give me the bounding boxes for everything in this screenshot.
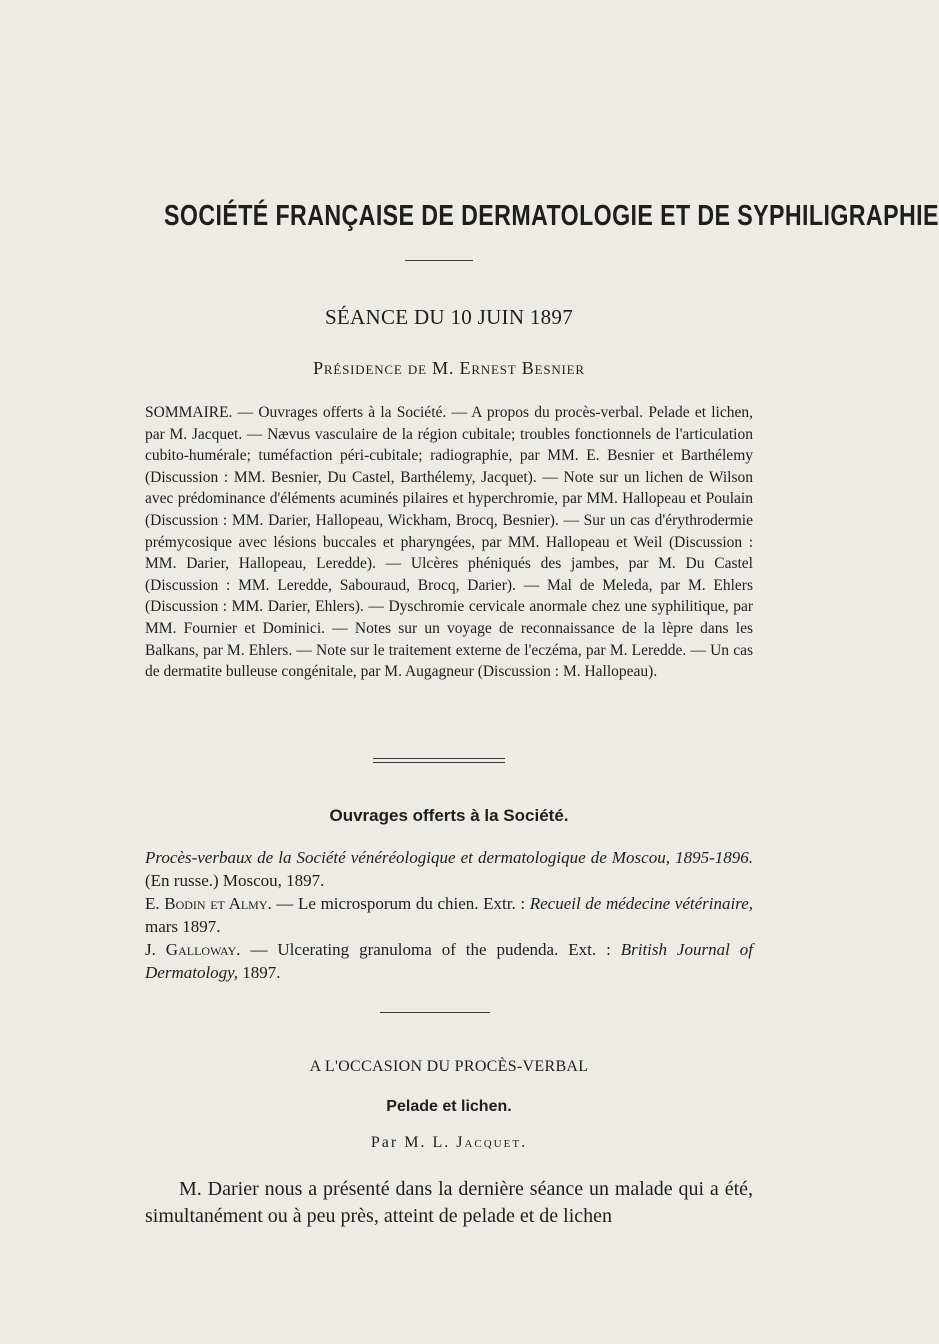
- ouvrage-entry: [145, 892, 753, 938]
- ouvrages-heading: Ouvrages offerts à la Société.: [329, 806, 569, 825]
- journal-title: SOCIÉTÉ FRANÇAISE DE DERMATOLOGIE ET DE SYPHILIGRAPHIE: [164, 200, 939, 232]
- ouvrage-title-plain: — Ulcerating granuloma of the pudenda. Ext. :: [240, 940, 621, 959]
- ouvrage-title: Procès-verbaux de la Société vénéréologique et dermatologique de Moscou, 1895-1896.: [145, 848, 753, 867]
- byline-author: M. L. Jacquet.: [404, 1134, 528, 1151]
- sommaire-paragraph: [145, 402, 753, 683]
- section-divider: [380, 1012, 490, 1013]
- ouvrage-details: (En russe.) Moscou, 1897.: [145, 871, 325, 890]
- ouvrage-details: mars 1897.: [145, 917, 221, 936]
- ouvrage-entry: [145, 938, 753, 984]
- ouvrage-source: British Journal of Dermatology,: [145, 940, 753, 982]
- title-divider: [405, 260, 473, 261]
- article-title: Pelade et lichen.: [386, 1098, 512, 1115]
- article-body: [145, 1176, 753, 1230]
- ouvrage-entry: [145, 846, 753, 892]
- section-divider-top: [373, 758, 505, 759]
- proces-verbal-heading: A L'OCCASION DU PROCÈS-VERBAL: [309, 1058, 589, 1075]
- sommaire-text: — Ouvrages offerts à la Société. — A propos du procès-verbal. Pelade et lichen, par M. Jacquet. — Nævus vasculaire de la région cubitale; troubles fonctionnels de l'articulation cubito-humérale; tuméfaction péri-cubitale; radiographie, par MM. E. Besnier et Barthélemy (Discussion : MM. Besnier, Du Castel, Barthélemy, Jacquet). — Note sur un lichen de Wilson avec prédominance d'éléments acuminés pilaires et hyperchromie, par MM. Hallopeau et Poulain (Discussion : MM. Darier, Hallopeau, Wickham, Brocq, Besnier). — Sur un cas d'érythrodermie prémycosique avec lésions buccales et pharyngées, par MM. Hallopeau et Weil (Discussion : MM. Darier, Hallopeau, Leredde). — Ulcères phéniqués des jambes, par M. Du Castel (Discussion : MM. Leredde, Sabouraud, Brocq, Darier). — Mal de Meleda, par M. Ehlers (Discussion : MM. Darier, Ehlers). — Dyschromie cervicale anormale chez une syphilitique, par MM. Fournier et Dominici. — Notes sur un voyage de reconnaissance de la lèpre dans les Balkans, par M. Ehlers. — Note sur le traitement externe de l'eczéma, par M. Leredde. — Un cas de dermatite bulleuse congénitale, par M. Augagneur (Discussion : M. Hallopeau).: [145, 404, 753, 681]
- article-byline: [145, 1134, 753, 1152]
- ouvrage-source: Recueil de médecine vétérinaire,: [529, 894, 753, 913]
- ouvrage-title-plain: — Le microsporum du chien. Extr. :: [271, 894, 530, 913]
- body-paragraph: M. Darier nous a présenté dans la dernière séance un malade qui a été, simultanément ou à peu près, atteint de pelade et de lichen: [145, 1178, 753, 1227]
- sommaire-lead: SOMMAIRE.: [145, 404, 233, 421]
- ouvrage-author: E. Bodin et Almy.: [145, 894, 272, 913]
- byline-par: Par: [370, 1134, 399, 1151]
- ouvrages-list: [145, 846, 753, 984]
- ouvrage-author: J. Galloway.: [145, 940, 241, 959]
- presidence-line: Présidence de M. Ernest Besnier: [313, 358, 585, 378]
- seance-heading: SÉANCE DU 10 JUIN 1897: [324, 305, 574, 329]
- section-divider-bottom: [373, 762, 505, 763]
- ouvrage-details: 1897.: [238, 963, 281, 982]
